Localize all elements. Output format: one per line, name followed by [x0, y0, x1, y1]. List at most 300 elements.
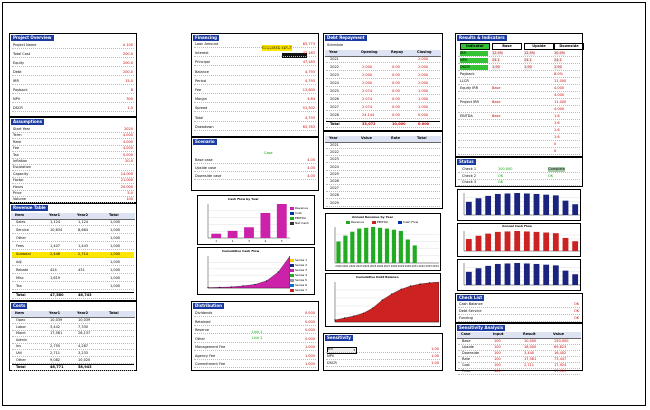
table-cell[interactable]: Total [16, 365, 26, 370]
table-cell[interactable]: Adj [16, 260, 22, 264]
table-cell[interactable]: 2026 [330, 97, 339, 101]
table-cell[interactable]: 2.000 [418, 81, 429, 85]
chart-title: Cumulative Cash Flow [222, 249, 260, 253]
table-cell[interactable]: 2.074 [362, 89, 373, 93]
column-header[interactable]: Downside [554, 43, 584, 50]
table-cell[interactable]: Check 2 [462, 173, 477, 178]
column-header[interactable]: Result [523, 332, 536, 336]
table-cell[interactable]: 2021 [330, 143, 339, 147]
table-cell[interactable]: 1.6 [554, 121, 560, 125]
column-header[interactable]: Indicator [460, 43, 490, 50]
tick-label: 2032 [418, 265, 425, 267]
table-cell[interactable]: 2.000 [418, 73, 429, 77]
table-cell[interactable]: 1,124 [78, 220, 89, 224]
row-label: IRR [327, 347, 333, 351]
table-row [458, 93, 580, 99]
table-row [12, 351, 134, 357]
row-label: Fee [195, 88, 202, 92]
row-label: Drawdown [195, 124, 214, 129]
column-header[interactable]: Base [492, 43, 522, 50]
table-cell[interactable]: IRR [460, 51, 488, 56]
table-cell[interactable]: 2023 [330, 157, 339, 162]
data-point [419, 283, 420, 284]
table-cell[interactable]: 100 [494, 345, 501, 349]
table-cell[interactable]: Subtotal [16, 252, 31, 256]
chart-bar [495, 264, 501, 285]
row-value[interactable]: 4.84 [307, 97, 315, 102]
table-cell[interactable]: OK [548, 173, 554, 178]
chart-title: Cash Flow by Year [228, 197, 259, 201]
row-value[interactable]: 21.000 [120, 178, 133, 183]
table-cell[interactable]: 18,000 [524, 345, 537, 349]
table-cell[interactable]: 10,039 [50, 318, 63, 322]
table-row [12, 70, 134, 76]
table-cell[interactable]: 73,447 [554, 357, 567, 361]
table-cell[interactable]: 11,000 [554, 100, 567, 104]
table-cell[interactable]: 10,634 [50, 228, 63, 232]
row-value[interactable]: 15.0 [125, 79, 133, 83]
column-header[interactable]: Opening [361, 50, 378, 54]
table-cell[interactable]: 1,000 [110, 276, 121, 280]
table-cell[interactable]: 47,580 [50, 293, 64, 297]
table-cell[interactable]: Base [492, 114, 501, 118]
row-value[interactable]: 4.00 [307, 174, 315, 178]
table-cell[interactable]: Check 3 [462, 180, 477, 184]
table-cell[interactable]: 33,072 [362, 122, 376, 126]
column-header[interactable]: Year2 [77, 213, 89, 217]
table-cell[interactable]: 2027 [330, 105, 339, 109]
table-cell[interactable]: Base [462, 339, 471, 343]
table-cell[interactable]: Sales [16, 220, 26, 224]
table-cell[interactable]: 12.5% [524, 51, 536, 55]
table-cell[interactable]: Upside [462, 345, 474, 349]
row-value[interactable]: 51,302 [302, 106, 315, 111]
table-cell[interactable]: 10,020 [78, 357, 91, 362]
table-cell[interactable]: 1,000 [110, 220, 121, 224]
table-cell[interactable]: 0.00 [392, 65, 400, 69]
link-note-2[interactable]: Link 2 [252, 336, 263, 340]
table-row [194, 106, 316, 112]
table-cell[interactable]: 2022 [330, 150, 339, 155]
row-value[interactable]: 0.000 [304, 319, 315, 324]
row-value[interactable]: 13,600 [302, 88, 315, 92]
chart-bar [534, 232, 540, 251]
tick-label: 2024 [363, 265, 370, 267]
spreadsheet-canvas [2, 2, 646, 406]
row-value[interactable]: OK [573, 302, 579, 306]
table-cell[interactable]: 0.00 [392, 73, 400, 77]
tick-label: 1 [215, 240, 217, 242]
table-cell[interactable]: 2.000 [362, 73, 373, 77]
table-row [12, 61, 134, 67]
table-cell[interactable]: 24.1 [524, 58, 532, 62]
table-cell[interactable]: OK [498, 173, 504, 178]
table-cell[interactable]: 10,000 [524, 339, 537, 343]
panel-title: Revenue Table [13, 205, 46, 210]
table-row [458, 121, 580, 127]
row-value[interactable]: 0.000 [304, 336, 315, 341]
table-cell[interactable]: 4,287 [78, 344, 89, 349]
table-row [12, 191, 134, 197]
column-header[interactable]: Upside [524, 43, 554, 50]
cash-flow-chart [197, 195, 315, 245]
table-cell[interactable]: 2026 [330, 179, 339, 183]
table-cell[interactable]: 100 [494, 339, 501, 343]
table-cell[interactable]: 1,443 [78, 244, 89, 248]
row-value[interactable]: 4,793 [304, 69, 315, 74]
table-cell[interactable]: Admin [16, 337, 28, 342]
table-cell[interactable]: Rate [462, 357, 471, 361]
data-point [353, 315, 354, 316]
row-value[interactable]: 4.000 [122, 146, 133, 151]
chart-bar [343, 236, 347, 263]
table-cell[interactable]: 17,924 [554, 363, 567, 367]
table-cell[interactable]: Service [16, 228, 29, 232]
chart-bar [485, 266, 491, 285]
row-value[interactable]: A 100 [122, 43, 133, 47]
table-cell[interactable]: 1.90 [524, 65, 532, 69]
table-cell[interactable]: 1.6 [554, 114, 560, 118]
table-cell[interactable]: 0.00 [392, 89, 400, 93]
table-row [12, 88, 134, 94]
row-value[interactable]: OK [573, 309, 579, 313]
table-cell[interactable]: 2022 [330, 65, 339, 69]
row-value[interactable]: 47,183 [302, 60, 315, 65]
row-value[interactable]: 5.0 [127, 191, 133, 195]
table-cell[interactable]: Rebate [16, 268, 29, 272]
table-cell[interactable]: 1,000 [110, 260, 121, 264]
column-header[interactable]: Value [553, 332, 564, 336]
table-cell[interactable]: 3,440 [524, 351, 535, 355]
table-cell[interactable]: Maint [16, 331, 26, 336]
table-row [12, 165, 134, 171]
table-cell[interactable]: Fees [16, 244, 24, 248]
table-cell[interactable]: 100 [494, 363, 501, 367]
row-value[interactable]: 4.000 [122, 139, 133, 144]
row-value[interactable]: 4.000 [122, 133, 133, 138]
row-value[interactable]: 20.0 [125, 159, 133, 163]
table-cell[interactable]: 2.074 [362, 105, 373, 109]
row-value[interactable]: 1.00 [431, 347, 439, 351]
financing-panel [191, 33, 319, 137]
table-cell[interactable]: NPV [460, 58, 488, 63]
table-cell[interactable]: 17,581 [50, 331, 63, 336]
row-value[interactable]: 0.000 [304, 328, 315, 332]
row-value[interactable]: 1.00 [431, 361, 439, 365]
row-label: Management Fee [195, 345, 226, 349]
table-cell[interactable]: Other [16, 236, 26, 240]
table-cell[interactable]: 424 [50, 268, 57, 272]
table-cell[interactable]: 58,943 [78, 365, 92, 370]
table-cell[interactable]: 2.000 [418, 65, 429, 69]
table-cell[interactable]: 100 [494, 351, 501, 355]
table-cell[interactable]: 2,755 [50, 344, 61, 349]
row-value[interactable]: 1.000 [304, 345, 315, 349]
column-header[interactable]: Total [417, 136, 427, 140]
row-label: Loan Amount [195, 42, 219, 46]
status-panel [455, 157, 583, 187]
bar-chart-c [457, 259, 581, 291]
column-header[interactable]: Total [109, 311, 119, 315]
table-cell[interactable]: 46,743 [78, 293, 92, 297]
table-row [194, 42, 316, 48]
row-label: Balance [195, 69, 209, 74]
row-value[interactable]: 200.0 [122, 61, 133, 65]
column-header[interactable]: Year [329, 136, 338, 140]
legend-label: Cash Flow [403, 220, 419, 224]
table-cell[interactable]: Downside [462, 351, 480, 355]
legend-item [372, 220, 388, 224]
table-cell[interactable]: 7,330 [78, 324, 89, 329]
tick-label: 2 [231, 240, 234, 242]
row-label: Funding [459, 316, 473, 320]
table-cell[interactable]: 1.90 [554, 65, 562, 69]
legend-label: Series 4 [295, 273, 308, 277]
table-cell[interactable]: 46,771 [50, 365, 64, 370]
table-cell[interactable]: 0.00 [392, 97, 400, 101]
table-cell[interactable]: LLCR [460, 79, 469, 83]
row-value[interactable]: 4.00 [307, 166, 315, 170]
table-cell[interactable]: OK [498, 180, 504, 184]
table-cell[interactable]: 4.000 [554, 93, 565, 97]
table-cell[interactable]: 1.000 [418, 89, 429, 93]
column-header[interactable]: Item [15, 311, 24, 315]
table-cell[interactable]: 3,233 [78, 351, 89, 355]
table-row [12, 133, 134, 139]
row-value[interactable]: OK [573, 316, 579, 320]
column-header[interactable]: Year [329, 50, 338, 54]
table-cell[interactable]: DSCR [460, 65, 488, 70]
table-header [325, 50, 441, 57]
link-note-1[interactable]: Link 1 [252, 330, 263, 334]
table-cell[interactable]: 2028 [330, 193, 339, 198]
table-cell[interactable]: Util [16, 351, 22, 355]
table-cell[interactable]: 69,823 [554, 345, 567, 349]
table-cell[interactable]: 4.000 [554, 107, 565, 111]
table-cell[interactable]: 1.6 [554, 135, 560, 139]
table-row [326, 89, 440, 95]
table-cell[interactable]: 9,082 [50, 357, 61, 362]
table-row [326, 361, 440, 367]
table-cell[interactable]: Price [462, 369, 471, 373]
table-cell[interactable]: Project IRR [460, 100, 479, 104]
table-cell[interactable]: 24.1 [492, 58, 500, 62]
column-header[interactable]: Case [461, 332, 471, 336]
row-value[interactable]: 300 [126, 97, 133, 101]
table-cell[interactable]: 0.000 [418, 113, 429, 117]
column-header[interactable]: Item [15, 213, 24, 217]
table-row [458, 107, 580, 113]
table-cell[interactable]: Labor [16, 324, 26, 329]
data-point [219, 287, 220, 288]
row-value[interactable]: 63,773 [302, 42, 315, 46]
table-cell[interactable]: Total [16, 293, 26, 297]
table-cell[interactable]: 1,000 [110, 284, 121, 288]
table-cell[interactable]: Base [492, 100, 501, 104]
column-header[interactable]: Input [493, 332, 504, 336]
data-point [372, 307, 373, 308]
table-cell[interactable]: Check 1 [462, 167, 477, 171]
table-cell[interactable]: 2024 [330, 81, 339, 85]
table-cell[interactable]: 4.000 [554, 86, 565, 90]
table-cell[interactable]: 10,000 [392, 122, 406, 126]
cumulative-debt-chart [325, 273, 441, 327]
table-cell[interactable]: Misc [16, 276, 24, 280]
legend-label: Net Cash [295, 221, 309, 225]
row-value[interactable]: 100 [126, 197, 133, 202]
table-cell[interactable]: 0.00 [392, 81, 400, 85]
table-cell[interactable]: 1,000 [110, 236, 121, 240]
table-cell[interactable]: 17,581 [524, 357, 537, 361]
row-value[interactable]: 1.5 [127, 106, 133, 110]
results-header [458, 43, 580, 49]
table-cell[interactable]: 1,000 [110, 228, 121, 232]
table-cell[interactable]: 2.074 [362, 97, 373, 101]
table-cell[interactable]: 2025 [330, 89, 339, 93]
table-row [326, 165, 440, 171]
row-value[interactable]: 200.0 [122, 70, 133, 74]
row-value[interactable]: 4,793 [304, 78, 315, 83]
table-cell[interactable]: 2021 [330, 57, 339, 61]
table-cell[interactable]: 1,000 [110, 268, 121, 272]
table-cell[interactable]: 2,714 [78, 252, 89, 256]
column-header[interactable]: Value [361, 136, 372, 140]
row-value[interactable]: 1.000 [304, 353, 315, 358]
table-cell[interactable]: 2025 [330, 171, 339, 176]
table-cell[interactable]: 0 [554, 149, 557, 153]
table-cell[interactable]: 2,711 [50, 351, 61, 355]
row-value[interactable]: 0.000 [304, 311, 315, 315]
table-cell[interactable]: 100 [494, 357, 501, 361]
row-value[interactable]: 0.000 [122, 152, 133, 157]
column-header[interactable]: Rate [391, 136, 401, 140]
table-cell[interactable]: 17,919 [554, 369, 567, 373]
table-cell[interactable]: 11,000 [554, 79, 567, 83]
data-point [231, 286, 232, 287]
table-cell[interactable]: 0.00 [392, 113, 400, 117]
column-header[interactable]: Year1 [49, 213, 61, 217]
table-cell[interactable]: 10,039 [78, 318, 91, 322]
table-cell[interactable]: Tax [16, 284, 22, 288]
table-cell[interactable]: 3,442 [50, 324, 61, 329]
table-cell[interactable]: 24.144 [362, 113, 375, 117]
table-cell[interactable]: 2029 [330, 200, 339, 205]
row-label: Debt [13, 70, 22, 74]
row-label: Project Name [13, 43, 37, 47]
table-cell[interactable]: 0 [554, 142, 557, 146]
table-cell[interactable]: 2023 [330, 73, 339, 77]
table-cell[interactable]: 2.000 [362, 81, 373, 85]
table-cell[interactable]: Ins [16, 344, 22, 349]
table-cell[interactable]: 2027 [330, 186, 339, 191]
legend-label: Series 5 [295, 278, 308, 282]
column-header[interactable]: Repay [391, 50, 404, 54]
chart-bar [514, 193, 520, 215]
column-header[interactable]: Year1 [49, 311, 61, 315]
table-cell[interactable]: 1,000 [110, 252, 121, 256]
table-cell[interactable]: 1,619 [50, 276, 61, 280]
table-cell[interactable]: 26,137 [78, 331, 91, 336]
chart-bar [336, 241, 340, 263]
table-cell[interactable]: 12.0% [492, 51, 504, 55]
chart-bar [364, 228, 368, 263]
row-value[interactable]: 2020 [124, 127, 133, 131]
row-label: Total Cost [13, 52, 31, 56]
row-value[interactable]: 47,183 [302, 51, 315, 56]
row-value[interactable]: 63,783 [302, 124, 315, 129]
table-cell[interactable]: 8.0% [554, 72, 563, 76]
table-cell[interactable]: 2028 [330, 113, 339, 117]
table-cell[interactable]: 0.000 [418, 122, 430, 126]
table-cell[interactable]: 1.000 [418, 105, 429, 109]
data-point [243, 285, 244, 286]
table-cell[interactable]: Equity IRR [460, 86, 479, 90]
table-row [194, 158, 316, 164]
table-cell[interactable]: 431 [78, 268, 85, 272]
table-cell[interactable]: 1,407 [50, 244, 61, 248]
table-cell[interactable]: 2024 [330, 164, 339, 169]
table-cell[interactable]: 150,000 [554, 339, 569, 343]
table-cell[interactable]: Complete [548, 167, 565, 171]
table-cell[interactable]: 100.000 [498, 167, 513, 171]
row-value[interactable]: 14.000 [120, 171, 133, 176]
table-cell[interactable]: 2,711 [524, 363, 535, 367]
row-value[interactable]: 1.00 [431, 354, 439, 358]
row-value[interactable]: 4,793 [304, 115, 315, 120]
table-cell[interactable]: 1,000 [110, 244, 121, 248]
table-cell[interactable]: 1.6 [554, 128, 560, 132]
table-cell[interactable]: 1.90 [492, 65, 500, 69]
table-cell[interactable]: 2.000 [362, 65, 373, 69]
table-cell[interactable]: 0.00 [392, 105, 400, 109]
row-value[interactable]: 200.0 [122, 52, 133, 56]
row-value[interactable]: 8 [130, 88, 133, 92]
chart-bar [505, 193, 511, 215]
table-cell[interactable]: 2.000 [418, 57, 429, 61]
table-cell[interactable]: 16,402 [554, 351, 567, 355]
table-cell[interactable]: 2,446 [50, 252, 61, 256]
chart-bar [514, 231, 520, 251]
table-row [194, 174, 316, 180]
check-list-panel [455, 293, 583, 323]
table-cell[interactable]: EBITDA [460, 114, 473, 118]
table-cell[interactable]: Opex [16, 318, 26, 322]
column-header[interactable]: Year2 [77, 311, 89, 315]
table-cell[interactable]: Other [16, 357, 26, 362]
table-cell[interactable]: Cost [462, 363, 470, 367]
table-cell[interactable]: 1,124 [50, 220, 61, 224]
row-label: Volume [13, 197, 27, 202]
column-header[interactable]: Closing [417, 50, 432, 54]
table-cell[interactable]: 8,664 [78, 228, 89, 232]
data-point [410, 285, 411, 286]
row-value[interactable]: 20.000 [120, 184, 133, 189]
tick-label: 2034 [432, 265, 439, 267]
table-cell[interactable]: 24.1 [554, 58, 562, 62]
column-header[interactable]: Total [109, 213, 119, 217]
table-cell[interactable]: 10.0% [554, 51, 566, 55]
table-cell[interactable]: Total [330, 122, 340, 126]
row-value[interactable]: 4.00 [307, 158, 315, 162]
required-input-cell[interactable]: REQUIRED INPUT [262, 46, 292, 50]
legend-label: Revenue [295, 206, 309, 210]
row-value[interactable]: 1.000 [304, 362, 315, 366]
table-cell[interactable]: 1.000 [418, 97, 429, 101]
table-cell[interactable]: 100 [494, 369, 501, 373]
table-cell[interactable]: Base [492, 86, 501, 90]
table-cell[interactable]: Payback [460, 72, 475, 76]
row-label: Dividends [195, 311, 213, 315]
